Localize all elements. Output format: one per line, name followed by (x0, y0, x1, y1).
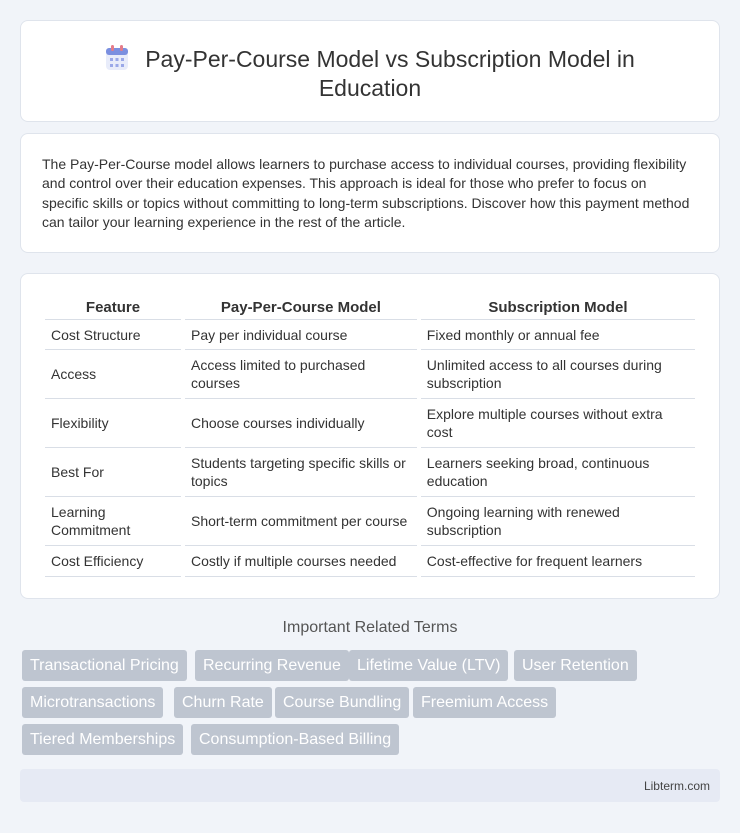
table-cell: Access (45, 350, 181, 399)
table-cell: Pay per individual course (185, 320, 417, 350)
tag-consumption-based-billing[interactable]: Consumption-Based Billing (191, 724, 399, 755)
table-cell: Flexibility (45, 399, 181, 448)
title-line-2: Education (318, 75, 422, 101)
table-cell: Learning Commitment (45, 497, 181, 546)
title-line-1: Pay-Per-Course Model vs Subscription Model in (145, 46, 635, 72)
table-cell: Costly if multiple courses needed (185, 546, 417, 577)
table-cell: Best For (45, 448, 181, 497)
table-cell: Access limited to purchased courses (185, 350, 417, 399)
tag-microtransactions[interactable]: Microtransactions (22, 687, 163, 718)
tag-recurring-revenue[interactable]: Recurring Revenue (195, 650, 349, 681)
comparison-card (20, 273, 720, 599)
table-cell: Ongoing learning with renewed subscription (421, 497, 695, 546)
table-row (45, 448, 695, 497)
comparison-table (41, 296, 699, 577)
tag-transactional-pricing[interactable]: Transactional Pricing (22, 650, 187, 681)
table-row (45, 399, 695, 448)
tag-course-bundling[interactable]: Course Bundling (275, 687, 409, 718)
calendar-icon (105, 45, 129, 71)
page-title (21, 45, 719, 103)
table-row (45, 350, 695, 399)
table-row (45, 546, 695, 577)
table-cell: Cost-effective for frequent learners (421, 546, 695, 577)
table-row (45, 497, 695, 546)
tag-user-retention[interactable]: User Retention (514, 650, 637, 681)
table-cell: Short-term commitment per course (185, 497, 417, 546)
table-cell: Fixed monthly or annual fee (421, 320, 695, 350)
header-pay-per-course: Pay-Per-Course Model (185, 296, 417, 320)
table-cell: Explore multiple courses without extra cost (421, 399, 695, 448)
table-cell: Cost Efficiency (45, 546, 181, 577)
table-header-row (45, 296, 695, 320)
table-cell: Unlimited access to all courses during subscription (421, 350, 695, 399)
intro-card (20, 133, 720, 253)
footer-site-link[interactable]: Libterm.com (643, 779, 710, 793)
table-row (45, 320, 695, 350)
tag-churn-rate[interactable]: Churn Rate (174, 687, 272, 718)
tag-lifetime-value[interactable]: Lifetime Value (LTV) (349, 650, 508, 681)
intro-paragraph: The Pay-Per-Course model allows learners to purchase access to individual courses, providing flexibility and control over their education expenses. This approach is ideal for those who prefer to focus on specific skills or topics without committing to long-term subscriptions. Discover how this payment method can tailor your learning experience in the rest of the article. (42, 156, 690, 231)
tag-freemium-access[interactable]: Freemium Access (413, 687, 556, 718)
table-cell: Learners seeking broad, continuous education (421, 448, 695, 497)
footer (20, 769, 720, 802)
related-terms-title: Important Related Terms (282, 619, 458, 636)
header-subscription: Subscription Model (421, 296, 695, 320)
table-cell: Cost Structure (45, 320, 181, 350)
header-feature: Feature (45, 296, 181, 320)
table-cell: Students targeting specific skills or topics (185, 448, 417, 497)
title-card (20, 20, 720, 122)
table-cell: Choose courses individually (185, 399, 417, 448)
tag-tiered-memberships[interactable]: Tiered Memberships (22, 724, 183, 755)
